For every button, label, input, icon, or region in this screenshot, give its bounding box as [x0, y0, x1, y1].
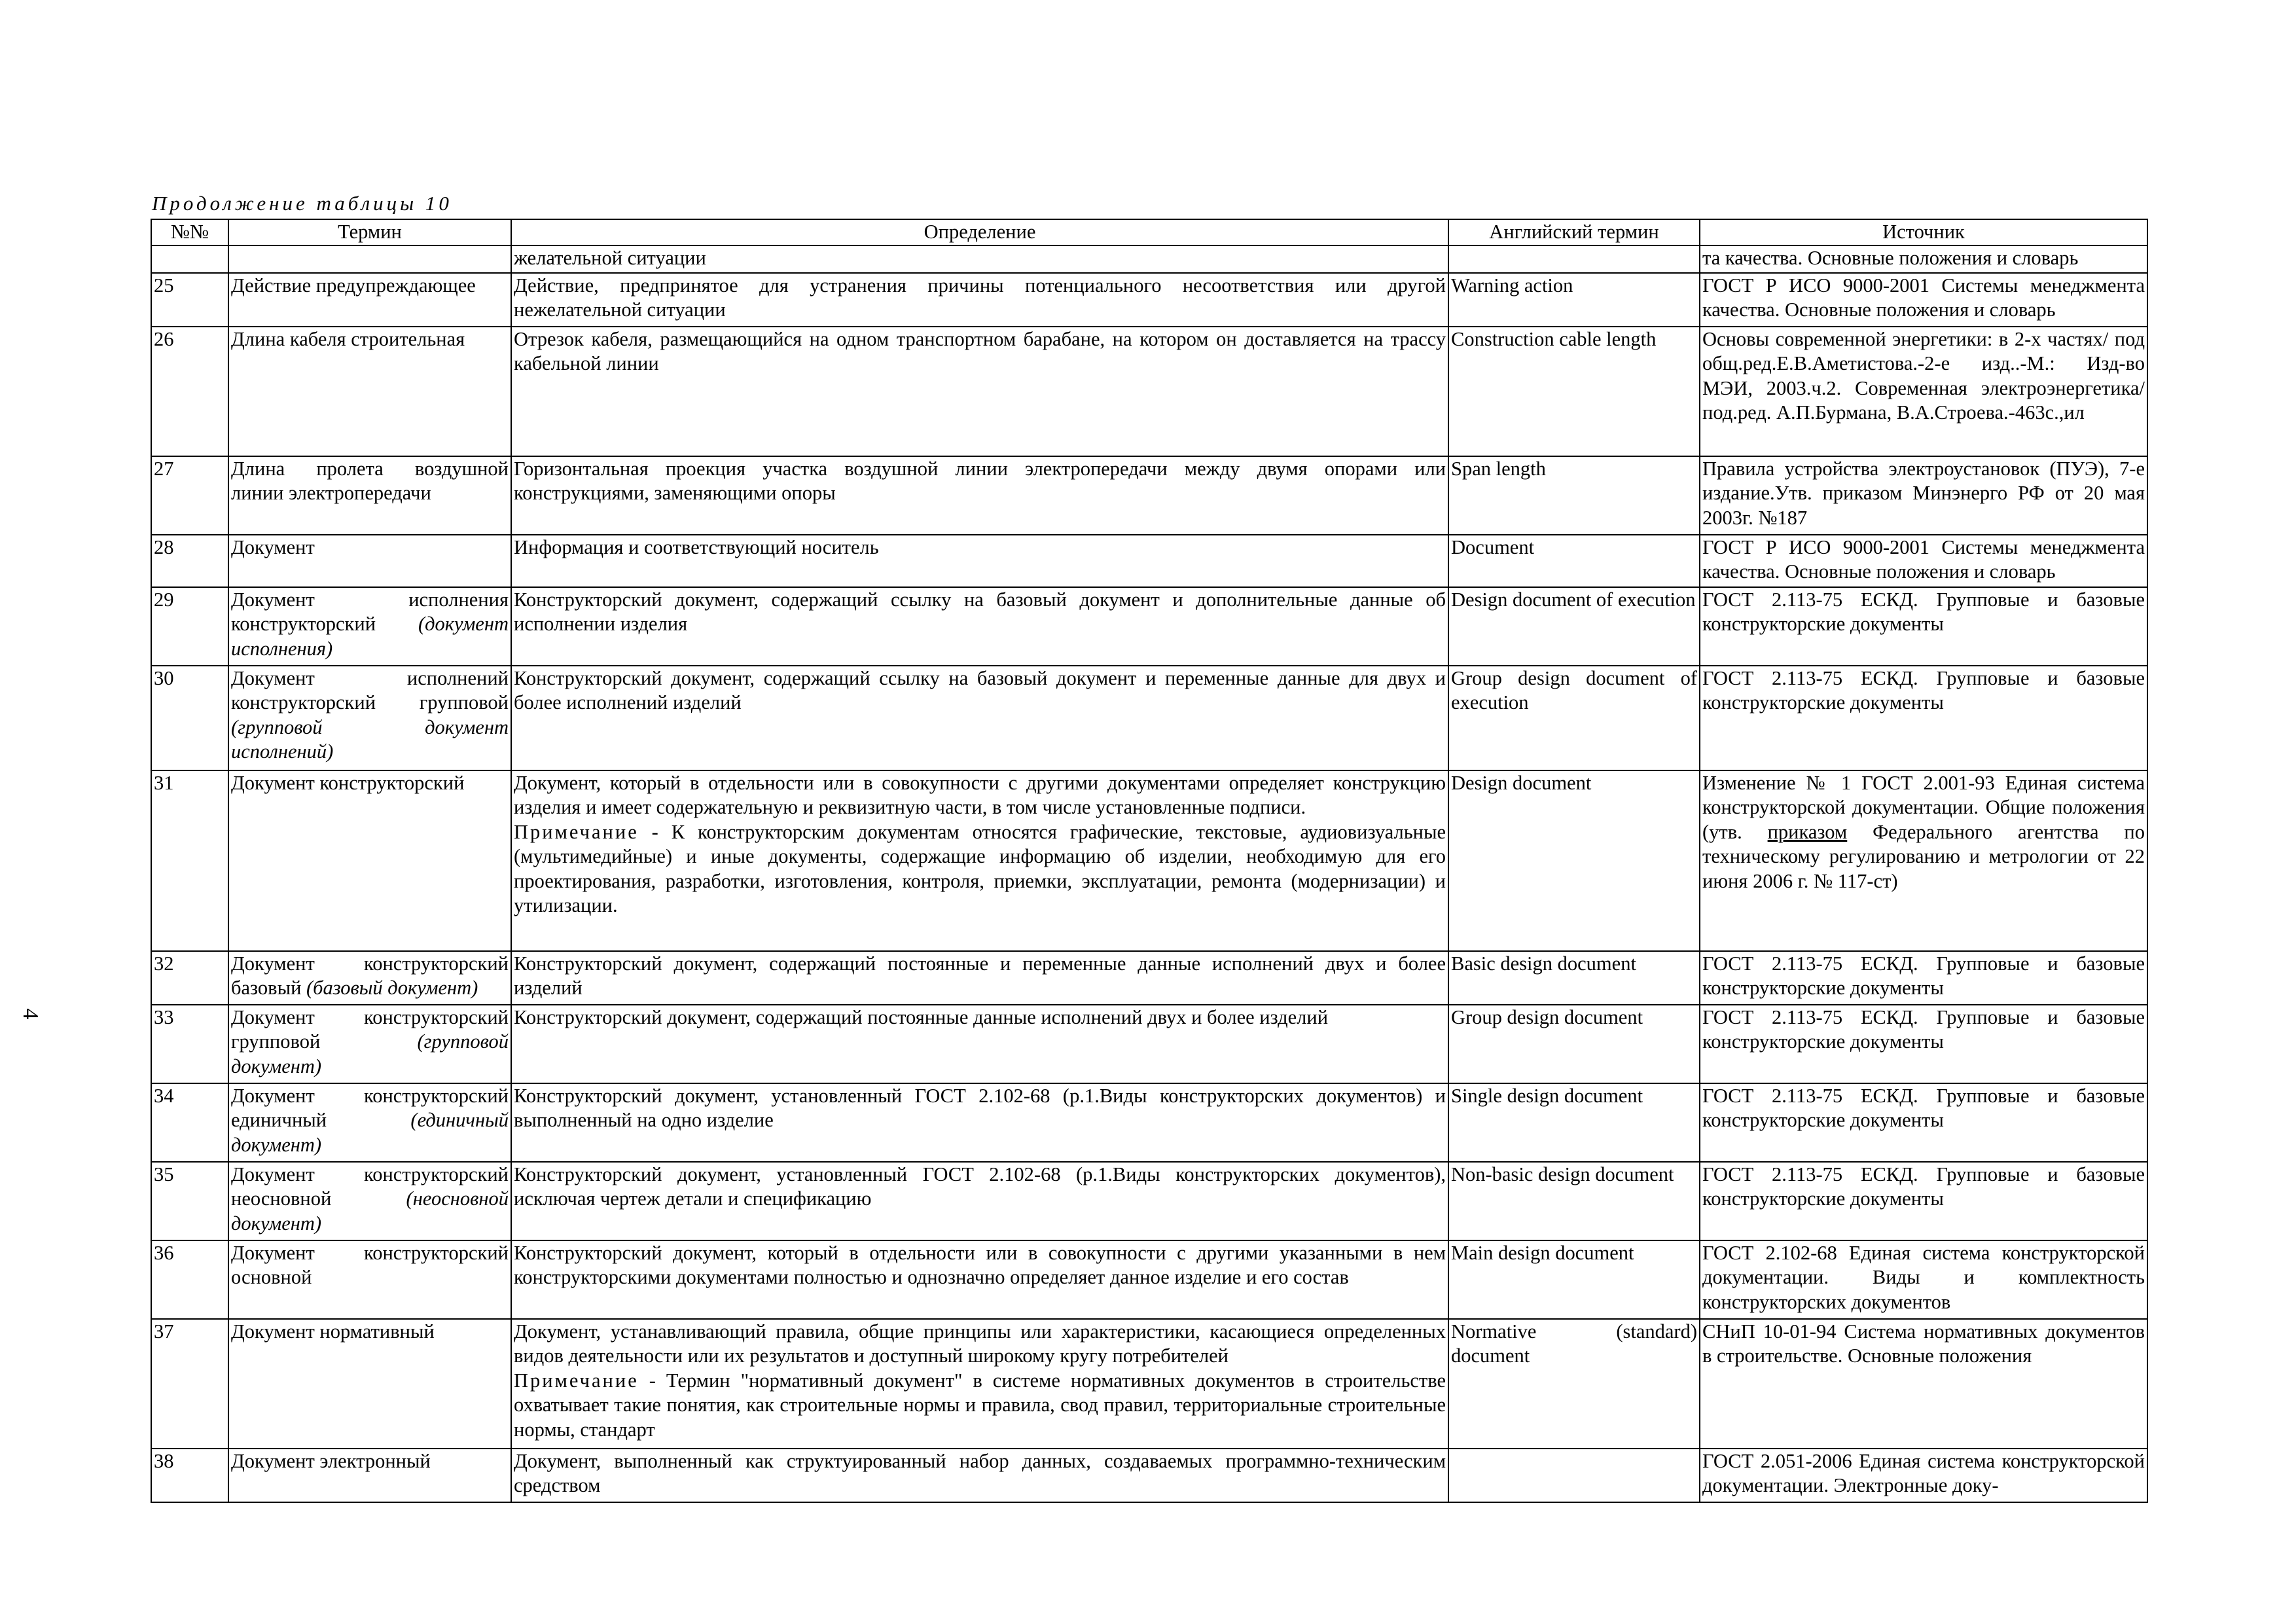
term-text: Документ исполнений конструкторский групповой — [231, 666, 509, 713]
row-number: 28 — [154, 535, 174, 558]
term-cell — [228, 1449, 511, 1502]
note-label: Примечание — [514, 820, 639, 843]
term-text: Документ — [231, 535, 315, 558]
term-cell — [228, 327, 511, 456]
definition-text: Конструкторский документ, который в отдельности или в совокупности с другими указанными в нем конструкторскими документами полностью и однозначно определяет данное изделие и его состав — [514, 1241, 1446, 1288]
source-cell — [1700, 1240, 2147, 1319]
row-number-cell — [151, 1449, 228, 1502]
definition-cell — [511, 456, 1448, 535]
english-term: Construction cable length — [1451, 327, 1657, 350]
row-number-cell — [151, 273, 228, 327]
row-number: 33 — [154, 1005, 174, 1028]
definition-text: Документ, выполненный как структуированный набор данных, создаваемых программно-техническим средством — [514, 1449, 1446, 1496]
english-term-cell — [1448, 666, 1700, 770]
definition-text: Отрезок кабеля, размещающийся на одном транспортном барабане, на котором он доставляется на трассу кабельной линии — [514, 327, 1446, 374]
header-definition: Определение — [511, 219, 1448, 245]
definition-text: Документ, который в отдельности или в совокупности с другими документами определяет конструкцию изделия и имеет содержательную и реквизитную части, в том числе установленные подписи. — [514, 771, 1446, 818]
english-term: Basic design document — [1451, 952, 1636, 975]
row-number-cell — [151, 951, 228, 1005]
english-term-cell — [1448, 1449, 1700, 1502]
row-number-cell — [151, 535, 228, 587]
source-cell — [1700, 535, 2147, 587]
term-text: Документ конструкторский основной — [231, 1241, 509, 1288]
table-row — [151, 1319, 2147, 1449]
row-number-cell — [151, 1005, 228, 1083]
term-cell — [228, 1005, 511, 1083]
term-alt-name: (базовый документ) — [306, 977, 478, 999]
term-cell — [228, 1083, 511, 1162]
definition-cell — [511, 245, 1448, 273]
term-text: Документ конструкторский единичный — [231, 1084, 509, 1131]
term-alt-name: (единичный документ) — [231, 1109, 509, 1156]
table-row — [151, 535, 2147, 587]
definition-text: Конструкторский документ, содержащий постоянные и переменные данные исполнений двух и более изделий — [514, 952, 1446, 999]
table-row — [151, 327, 2147, 456]
terms-table — [151, 219, 2148, 1503]
note-label: Примечание — [514, 1369, 639, 1392]
source-cell — [1700, 770, 2147, 951]
table-row — [151, 951, 2147, 1005]
source-text: ГОСТ 2.113-75 ЕСКД. Групповые и базовые конструкторские документы — [1702, 1163, 2145, 1210]
source-text: Основы современной энергетики: в 2-х частях/ под общ.ред.Е.В.Аметистова.-2-е изд..-М.: Изд-во МЭИ, 2003.ч.2. Современная электроэнергетика/ под.ред. А.П.Бурмана, В.А.Строева.-463с.,ил — [1702, 327, 2145, 424]
table-row — [151, 1240, 2147, 1319]
table-row — [151, 1005, 2147, 1083]
source-cell — [1700, 1319, 2147, 1449]
source-cell — [1700, 666, 2147, 770]
definition-cell — [511, 951, 1448, 1005]
term-cell — [228, 951, 511, 1005]
header-num: №№ — [151, 219, 228, 245]
source-cell — [1700, 1083, 2147, 1162]
english-term: Group design document of execution — [1451, 666, 1697, 713]
source-text: ГОСТ 2.051-2006 Единая система конструкторской документации. Электронные доку- — [1702, 1449, 2145, 1496]
table-row — [151, 587, 2147, 666]
row-number: 27 — [154, 457, 174, 480]
row-number-cell — [151, 770, 228, 951]
definition-cell — [511, 1240, 1448, 1319]
definition-text: Горизонтальная проекция участка воздушной линии электропередачи между двумя опорами или конструкциями, заменяющими опоры — [514, 457, 1446, 504]
definition-cell — [511, 587, 1448, 666]
row-number: 31 — [154, 771, 174, 794]
term-alt-name: (групповой документ исполнений) — [231, 715, 509, 763]
definition-text: Конструкторский документ, содержащий ссылку на базовый документ и переменные данные для двух и более исполнений изделий — [514, 666, 1446, 713]
header-source: Источник — [1700, 219, 2147, 245]
term-alt-name: (групповой документ) — [231, 1030, 509, 1077]
row-number-cell — [151, 327, 228, 456]
row-number-cell — [151, 245, 228, 273]
source-text: та качества. Основные положения и словарь — [1702, 246, 2079, 269]
row-number: 35 — [154, 1163, 174, 1185]
source-cell — [1700, 245, 2147, 273]
term-text: Документ конструкторский базовый — [231, 952, 509, 999]
english-term: Group design document — [1451, 1005, 1643, 1028]
term-text: Длина пролета воздушной линии электропередачи — [231, 457, 509, 504]
row-number: 34 — [154, 1084, 174, 1107]
definition-text: желательной ситуации — [514, 246, 706, 269]
table-body — [151, 245, 2147, 1502]
source-link[interactable]: приказом — [1767, 820, 1848, 843]
term-text: Документ электронный — [231, 1449, 431, 1472]
source-cell — [1700, 1005, 2147, 1083]
source-text: ГОСТ 2.113-75 ЕСКД. Групповые и базовые конструкторские документы — [1702, 1084, 2145, 1131]
definition-cell — [511, 666, 1448, 770]
definition-cell — [511, 535, 1448, 587]
term-text: Длина кабеля строительная — [231, 327, 465, 350]
source-text: ГОСТ Р ИСО 9000-2001 Системы менеджмента качества. Основные положения и словарь — [1702, 274, 2145, 321]
header-term: Термин — [228, 219, 511, 245]
row-number: 25 — [154, 274, 174, 297]
row-number: 32 — [154, 952, 174, 975]
english-term-cell — [1448, 456, 1700, 535]
english-term: Main design document — [1451, 1241, 1634, 1264]
definition-text: Действие, предпринятое для устранения причины потенциального несоответствия или другой нежелательной ситуации — [514, 274, 1446, 321]
term-text: Действие предупреждающее — [231, 274, 476, 297]
table-row — [151, 666, 2147, 770]
definition-cell — [511, 327, 1448, 456]
source-cell — [1700, 327, 2147, 456]
source-text-pre: Изменение № 1 ГОСТ 2.001-93 Единая система конструкторской документации. Общие положения (утв. — [1702, 771, 2145, 843]
term-text: Документ нормативный — [231, 1320, 435, 1343]
source-text: СНиП 10-01-94 Система нормативных документов в строительстве. Основные положения — [1702, 1320, 2145, 1367]
term-text: Документ конструкторский — [231, 771, 465, 794]
english-term-cell — [1448, 770, 1700, 951]
english-term: Normative (standard) document — [1451, 1320, 1697, 1367]
english-term: Non-basic design document — [1451, 1163, 1674, 1185]
definition-cell — [511, 1319, 1448, 1449]
term-text: Документ исполнения конструкторский — [231, 588, 509, 635]
english-term-cell — [1448, 273, 1700, 327]
term-cell — [228, 587, 511, 666]
english-term-cell — [1448, 327, 1700, 456]
english-term-cell — [1448, 245, 1700, 273]
english-term-cell — [1448, 587, 1700, 666]
source-text: Правила устройства электроустановок (ПУЭ), 7-е издание.Утв. приказом Минэнерго РФ от 20 мая 2003г. №187 — [1702, 457, 2145, 529]
english-term-cell — [1448, 1319, 1700, 1449]
source-cell — [1700, 1449, 2147, 1502]
definition-cell — [511, 273, 1448, 327]
source-text: ГОСТ 2.113-75 ЕСКД. Групповые и базовые конструкторские документы — [1702, 588, 2145, 635]
definition-cell — [511, 1449, 1448, 1502]
term-cell — [228, 273, 511, 327]
source-cell — [1700, 587, 2147, 666]
term-cell — [228, 1162, 511, 1240]
english-term-cell — [1448, 1162, 1700, 1240]
source-cell — [1700, 273, 2147, 327]
source-text-post: Федерального агентства по техническому регулированию и метрологии от 22 июня 2006 г. № 117-ст) — [1702, 820, 2145, 892]
english-term: Warning action — [1451, 274, 1573, 297]
table-row — [151, 1083, 2147, 1162]
english-term-cell — [1448, 535, 1700, 587]
term-cell — [228, 1319, 511, 1449]
definition-text: Конструкторский документ, установленный ГОСТ 2.102-68 (р.1.Виды конструкторских документов), исключая чертеж детали и спецификацию — [514, 1163, 1446, 1210]
source-cell — [1700, 951, 2147, 1005]
english-term: Design document — [1451, 771, 1592, 794]
definition-text: Информация и соответствующий носитель — [514, 535, 879, 558]
definition-cell — [511, 1162, 1448, 1240]
table-row — [151, 1162, 2147, 1240]
term-cell — [228, 456, 511, 535]
source-text: ГОСТ 2.113-75 ЕСКД. Групповые и базовые конструкторские документы — [1702, 666, 2145, 713]
source-text: ГОСТ 2.102-68 Единая система конструкторской документации. Виды и комплектность конструкторских документов — [1702, 1241, 2145, 1313]
english-term-cell — [1448, 1240, 1700, 1319]
definition-cell — [511, 770, 1448, 951]
row-number: 26 — [154, 327, 174, 350]
term-text: Документ конструкторский групповой — [231, 1005, 509, 1053]
term-cell — [228, 245, 511, 273]
row-number-cell — [151, 1083, 228, 1162]
term-text: Документ конструкторский неосновной — [231, 1163, 509, 1210]
header-english: Английский термин — [1448, 219, 1700, 245]
definition-text: Документ, устанавливающий правила, общие принципы или характеристики, касающиеся определенных видов деятельности или их результатов и доступный широкому кругу потребителей — [514, 1320, 1446, 1367]
row-number-cell — [151, 1319, 228, 1449]
row-number: 30 — [154, 666, 174, 689]
page-number: 4 — [18, 1008, 43, 1020]
row-number-cell — [151, 666, 228, 770]
term-alt-name: (документ исполнения) — [231, 613, 509, 660]
row-number: 37 — [154, 1320, 174, 1343]
term-cell — [228, 1240, 511, 1319]
source-cell — [1700, 456, 2147, 535]
term-cell — [228, 666, 511, 770]
row-number-cell — [151, 1240, 228, 1319]
english-term-cell — [1448, 951, 1700, 1005]
table-row — [151, 770, 2147, 951]
definition-text: Конструкторский документ, установленный ГОСТ 2.102-68 (р.1.Виды конструкторских документов) и выполненный на одно изделие — [514, 1084, 1446, 1131]
english-term: Span length — [1451, 457, 1546, 480]
table-header-row — [151, 219, 2147, 245]
table-row — [151, 245, 2147, 273]
note-text: - К конструкторским документам относятся графические, текстовые, аудиовизуальные (мультимедийные) и иные документы, содержащие информацию об изделии, необходимую для его проектирования, разработки, изготовления, контроля, приемки, эксплуатации, ремонта (модернизации) и утилизации. — [514, 820, 1446, 916]
term-alt-name: (неосновной документ) — [231, 1187, 509, 1235]
table-row — [151, 273, 2147, 327]
definition-cell — [511, 1005, 1448, 1083]
row-number: 29 — [154, 588, 174, 611]
table-row — [151, 456, 2147, 535]
source-text: ГОСТ Р ИСО 9000-2001 Системы менеджмента качества. Основные положения и словарь — [1702, 535, 2145, 583]
row-number-cell — [151, 456, 228, 535]
term-cell — [228, 770, 511, 951]
row-number: 38 — [154, 1449, 174, 1472]
source-cell — [1700, 1162, 2147, 1240]
row-number-cell — [151, 1162, 228, 1240]
english-term-cell — [1448, 1005, 1700, 1083]
definition-text: Конструкторский документ, содержащий ссылку на базовый документ и дополнительные данные об исполнении изделия — [514, 588, 1446, 635]
source-text: ГОСТ 2.113-75 ЕСКД. Групповые и базовые конструкторские документы — [1702, 952, 2145, 999]
english-term: Document — [1451, 535, 1535, 558]
english-term: Single design document — [1451, 1084, 1643, 1107]
english-term-cell — [1448, 1083, 1700, 1162]
note-text: - Термин "нормативный документ" в системе нормативных документов в строительстве охватывает такие понятия, как строительные нормы и правила, свод правил, территориальные строительные нормы, стандарт — [514, 1369, 1446, 1441]
definition-cell — [511, 1083, 1448, 1162]
source-text: ГОСТ 2.113-75 ЕСКД. Групповые и базовые конструкторские документы — [1702, 1005, 2145, 1053]
row-number: 36 — [154, 1241, 174, 1264]
table-caption: Продолжение таблицы 10 — [152, 192, 452, 215]
row-number-cell — [151, 587, 228, 666]
definition-text: Конструкторский документ, содержащий постоянные данные исполнений двух и более изделий — [514, 1005, 1329, 1028]
term-cell — [228, 535, 511, 587]
table-row — [151, 1449, 2147, 1502]
english-term: Design document of execution — [1451, 588, 1696, 611]
